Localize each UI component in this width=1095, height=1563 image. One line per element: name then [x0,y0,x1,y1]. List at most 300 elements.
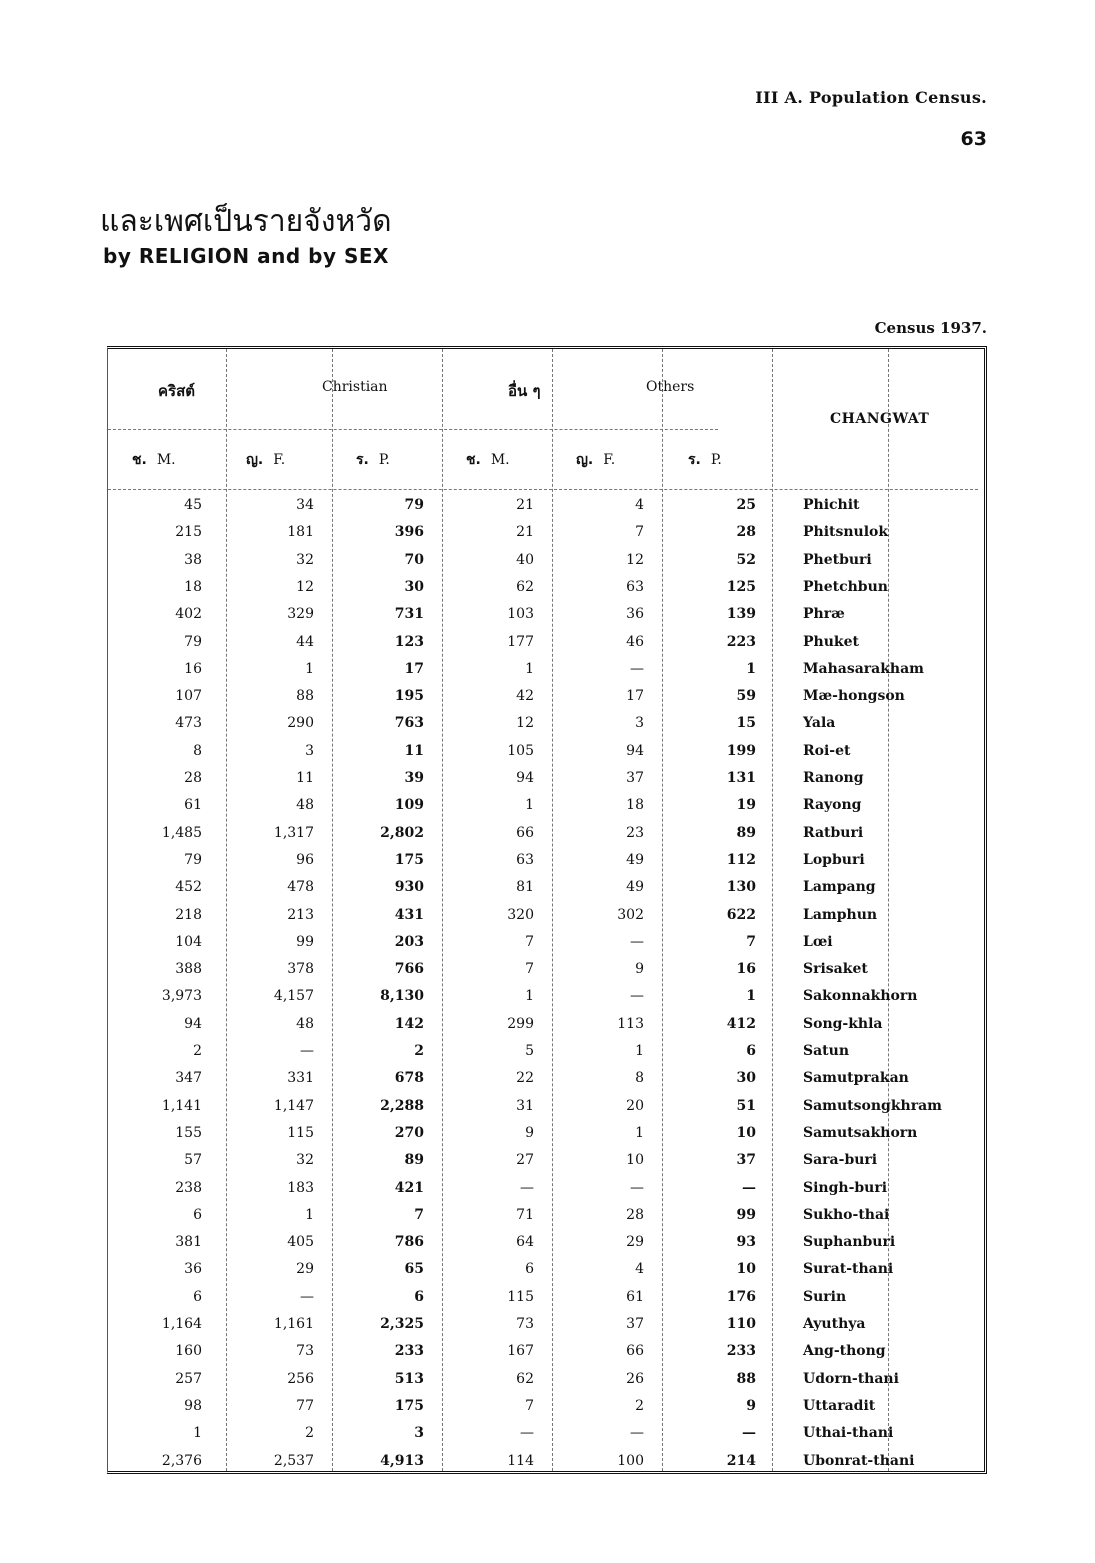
cell-changwat: Ayuthya [803,1316,866,1332]
table-row [108,579,984,606]
cell-christian-female: 3 [305,742,314,759]
cell-christian-male: 107 [175,688,202,705]
cell-changwat: Phitsnulok [803,524,889,541]
cell-christian-male: 238 [175,1179,202,1196]
cell-others-female: 66 [626,1343,644,1360]
cell-christian-female: 378 [287,961,314,978]
cell-christian-female: 88 [296,688,314,705]
cell-christian-persons: 6 [414,1288,424,1305]
cell-christian-persons: 203 [394,933,424,950]
cell-christian-female: 290 [287,715,314,732]
cell-others-persons: 214 [726,1452,756,1469]
cell-christian-persons: 2,325 [380,1316,424,1332]
cell-christian-female: 4,157 [273,988,314,1005]
table-row [108,1398,984,1425]
cell-christian-female: 2,537 [273,1452,314,1469]
cell-christian-persons: 175 [394,851,424,868]
cell-others-female: 12 [626,551,644,568]
cell-others-female: 8 [635,1070,644,1087]
table-row [108,1316,984,1343]
cell-others-female: — [630,660,644,677]
cell-changwat: Ubonrat-thani [803,1452,915,1469]
cell-others-persons: 622 [726,906,756,923]
cell-others-persons: 15 [736,715,756,732]
cell-others-female: 29 [626,1234,644,1251]
table-row [108,988,984,1015]
cell-christian-male: 2,376 [161,1452,202,1469]
table-row [108,552,984,579]
cell-others-male: 94 [516,770,534,786]
cell-christian-male: 45 [184,497,202,513]
cell-christian-male: 3,973 [161,988,202,1005]
cell-christian-male: 16 [184,660,202,677]
cell-changwat: Song-khla [803,1015,883,1032]
cell-christian-persons: 65 [404,1261,424,1278]
cell-christian-persons: 270 [394,1124,424,1141]
cell-others-persons: 30 [736,1070,756,1087]
cell-others-persons: 131 [726,770,756,786]
cell-christian-persons: 4,913 [380,1452,424,1469]
cell-others-female: — [630,1179,644,1196]
cell-christian-male: 6 [193,1288,202,1305]
cell-others-female: 26 [626,1370,644,1387]
table-row [108,770,984,797]
cell-changwat: Rayong [803,797,862,814]
table-row [108,743,984,770]
cell-christian-female: 11 [296,770,314,786]
cell-others-male: 81 [516,879,534,896]
cell-christian-persons: 89 [404,1152,424,1169]
table-row [108,1425,984,1452]
cell-christian-female: 331 [287,1070,314,1087]
cell-christian-female: 99 [296,933,314,950]
cell-christian-persons: 79 [404,497,424,513]
cell-changwat: Samutsongkhram [803,1097,942,1114]
cell-others-persons: 10 [736,1124,756,1141]
cell-others-female: 20 [626,1097,644,1114]
cell-changwat: Surin [803,1288,847,1305]
cell-changwat: Phetburi [803,551,872,568]
header-rule [108,489,978,490]
table-row [108,1125,984,1152]
cell-christian-male: 218 [175,906,202,923]
cell-christian-female: 405 [287,1234,314,1251]
cell-changwat: Ranong [803,770,864,786]
subheader-others-female: ญ. F. [576,452,616,468]
cell-christian-male: 1 [193,1425,202,1442]
cell-others-male: 320 [507,906,534,923]
group-christian-thai: คริสต์ [158,382,195,400]
cell-others-persons: 89 [736,824,756,841]
cell-others-male: 31 [516,1097,534,1114]
cell-others-male: 9 [525,1124,534,1141]
group-others-en: Others [646,379,695,395]
cell-christian-female: 181 [287,524,314,541]
cell-others-female: 23 [626,824,644,841]
cell-others-persons: 112 [726,851,756,868]
cell-christian-persons: 930 [394,879,424,896]
cell-christian-female: 256 [287,1370,314,1387]
cell-christian-female: 12 [296,578,314,595]
cell-christian-persons: 17 [404,660,424,677]
cell-christian-persons: 195 [394,688,424,705]
cell-others-female: 61 [626,1288,644,1305]
cell-changwat: Udorn-thani [803,1370,899,1387]
cell-christian-male: 381 [175,1234,202,1251]
cell-others-persons: 412 [726,1015,756,1032]
cell-others-female: — [630,933,644,950]
cell-others-male: 167 [507,1343,534,1360]
cell-christian-female: 32 [296,551,314,568]
cell-christian-female: 29 [296,1261,314,1278]
cell-others-female: 302 [617,906,644,923]
cell-christian-male: 155 [175,1124,202,1141]
cell-christian-persons: 786 [394,1234,424,1251]
table-row [108,1207,984,1234]
cell-changwat: Lopburi [803,851,865,868]
cell-others-persons: 28 [736,524,756,541]
cell-changwat: Lamphun [803,906,878,923]
cell-others-female: — [630,1425,644,1442]
cell-christian-male: 1,141 [161,1097,202,1114]
cell-christian-persons: 2,802 [380,824,424,841]
cell-changwat: Singh-buri [803,1179,888,1196]
cell-christian-male: 347 [175,1070,202,1087]
cell-others-male: 64 [516,1234,534,1251]
cell-others-male: 115 [507,1288,534,1305]
table-row [108,715,984,742]
cell-christian-persons: 2,288 [380,1097,424,1114]
table-row [108,1343,984,1370]
cell-others-male: — [520,1425,534,1442]
title-thai: และเพศเป็นรายจังหวัด [100,204,392,239]
cell-christian-female: 48 [296,797,314,814]
subheader-christian-persons: ร. P. [356,452,390,468]
cell-changwat: Uttaradit [803,1397,876,1414]
cell-others-male: 21 [516,524,534,541]
cell-others-female: 10 [626,1152,644,1169]
cell-changwat: Lampang [803,879,876,896]
cell-others-male: 103 [507,606,534,623]
cell-christian-female: 1 [305,1206,314,1223]
cell-christian-male: 79 [184,851,202,868]
table-row [108,524,984,551]
cell-others-male: 7 [525,1397,534,1414]
cell-others-male: — [520,1179,534,1196]
cell-christian-female: 34 [296,497,314,513]
cell-christian-female: 2 [305,1425,314,1442]
group-christian-en: Christian [322,379,388,395]
cell-others-male: 66 [516,824,534,841]
table-row [108,797,984,824]
cell-others-male: 177 [507,633,534,650]
cell-others-female: 46 [626,633,644,650]
table-row [108,852,984,879]
cell-others-female: 4 [635,1261,644,1278]
table-row [108,1098,984,1125]
cell-christian-male: 452 [175,879,202,896]
table-row [108,497,984,524]
cell-christian-persons: 142 [394,1015,424,1032]
cell-others-male: 6 [525,1261,534,1278]
cell-others-male: 7 [525,961,534,978]
cell-others-male: 22 [516,1070,534,1087]
title-english: by RELIGION and by SEX [103,244,389,268]
cell-christian-persons: 431 [394,906,424,923]
cell-christian-persons: 396 [394,524,424,541]
table-row [108,1234,984,1261]
cell-others-female: 7 [635,524,644,541]
cell-christian-male: 473 [175,715,202,732]
cell-changwat: Phichit [803,497,860,513]
cell-christian-male: 1,485 [161,824,202,841]
cell-others-persons: 52 [736,551,756,568]
cell-others-persons: 110 [726,1316,756,1332]
cell-christian-male: 61 [184,797,202,814]
cell-others-male: 40 [516,551,534,568]
cell-others-persons: 51 [736,1097,756,1114]
cell-christian-female: 1 [305,660,314,677]
cell-christian-persons: 766 [394,961,424,978]
cell-christian-male: 2 [193,1043,202,1059]
census-label: Census 1937. [874,319,987,337]
cell-christian-persons: 421 [394,1179,424,1196]
cell-others-persons: 7 [746,933,756,950]
cell-others-persons: 139 [726,606,756,623]
cell-others-female: 2 [635,1397,644,1414]
cell-others-persons: 59 [736,688,756,705]
cell-christian-female: 115 [287,1124,314,1141]
table-row [108,1070,984,1097]
cell-others-male: 299 [507,1015,534,1032]
table-row [108,1453,984,1480]
cell-others-female: 37 [626,1316,644,1332]
cell-christian-female: 1,161 [273,1316,314,1332]
cell-others-male: 5 [525,1043,534,1059]
cell-changwat: Roi-et [803,742,851,759]
table-row [108,661,984,688]
cell-christian-male: 18 [184,578,202,595]
cell-christian-persons: 763 [394,715,424,732]
cell-changwat: Yala [803,715,836,732]
cell-others-persons: 199 [726,742,756,759]
cell-christian-persons: 175 [394,1397,424,1414]
cell-christian-male: 160 [175,1343,202,1360]
cell-christian-male: 257 [175,1370,202,1387]
cell-christian-persons: 513 [394,1370,424,1387]
table-row [108,907,984,934]
cell-others-persons: 9 [746,1397,756,1414]
cell-christian-male: 104 [175,933,202,950]
cell-others-persons: 130 [726,879,756,896]
cell-christian-persons: 8,130 [380,988,424,1005]
cell-others-female: 113 [617,1015,644,1032]
cell-christian-female: 1,147 [273,1097,314,1114]
table-row [108,688,984,715]
changwat-header: CHANGWAT [830,411,930,427]
cell-others-persons: — [742,1425,756,1442]
cell-christian-persons: 233 [394,1343,424,1360]
table-row [108,879,984,906]
cell-changwat: Phræ [803,606,845,623]
cell-others-persons: 19 [736,797,756,814]
running-head: III A. Population Census. [755,88,987,107]
cell-christian-female: 73 [296,1343,314,1360]
cell-others-persons: 223 [726,633,756,650]
cell-others-persons: 88 [736,1370,756,1387]
cell-christian-persons: 30 [404,578,424,595]
cell-others-female: 9 [635,961,644,978]
cell-others-female: 37 [626,770,644,786]
cell-changwat: Sukho-thai [803,1206,890,1223]
group-others-thai: อื่น ๆ [508,382,541,400]
subheader-christian-male: ช. M. [132,452,176,468]
cell-christian-male: 6 [193,1206,202,1223]
data-table [107,346,987,1474]
cell-others-persons: 1 [746,660,756,677]
cell-others-male: 12 [516,715,534,732]
cell-others-male: 42 [516,688,534,705]
cell-others-persons: 25 [736,497,756,513]
cell-christian-male: 402 [175,606,202,623]
cell-changwat: Sara-buri [803,1152,878,1169]
cell-changwat: Ang-thong [803,1343,886,1360]
cell-others-male: 73 [516,1316,534,1332]
cell-christian-female: 48 [296,1015,314,1032]
cell-others-female: 49 [626,879,644,896]
table-row [108,1180,984,1207]
cell-christian-female: 77 [296,1397,314,1414]
cell-christian-persons: 2 [414,1043,424,1059]
cell-christian-female: 329 [287,606,314,623]
cell-christian-female: 213 [287,906,314,923]
cell-changwat: Srisaket [803,961,868,978]
cell-christian-female: 183 [287,1179,314,1196]
cell-others-female: 100 [617,1452,644,1469]
cell-others-female: 94 [626,742,644,759]
cell-changwat: Phuket [803,633,859,650]
table-row [108,634,984,661]
cell-christian-persons: 678 [394,1070,424,1087]
cell-christian-male: 57 [184,1152,202,1169]
cell-others-female: 28 [626,1206,644,1223]
cell-changwat: Lœi [803,933,833,950]
cell-christian-persons: 39 [404,770,424,786]
cell-christian-male: 388 [175,961,202,978]
cell-others-female: 18 [626,797,644,814]
cell-christian-female: 96 [296,851,314,868]
table-row [108,934,984,961]
cell-others-female: 1 [635,1124,644,1141]
cell-changwat: Suphanburi [803,1234,896,1251]
cell-christian-male: 94 [184,1015,202,1032]
cell-others-male: 7 [525,933,534,950]
cell-others-male: 62 [516,578,534,595]
cell-others-persons: 10 [736,1261,756,1278]
cell-others-persons: 93 [736,1234,756,1251]
cell-others-male: 21 [516,497,534,513]
cell-christian-male: 38 [184,551,202,568]
cell-christian-persons: 731 [394,606,424,623]
page-number: 63 [960,128,987,150]
cell-others-female: 17 [626,688,644,705]
cell-others-persons: 99 [736,1206,756,1223]
table-row [108,1289,984,1316]
cell-others-male: 71 [516,1206,534,1223]
subheader-others-persons: ร. P. [688,452,722,468]
cell-changwat: Uthai-thani [803,1425,894,1442]
cell-changwat: Mæ-hongson [803,688,905,705]
cell-christian-persons: 7 [414,1206,424,1223]
cell-christian-male: 1,164 [161,1316,202,1332]
cell-changwat: Ratburi [803,824,864,841]
cell-christian-persons: 11 [404,742,424,759]
cell-changwat: Satun [803,1043,850,1059]
cell-others-male: 63 [516,851,534,868]
cell-changwat: Mahasarakham [803,660,924,677]
cell-others-persons: 16 [736,961,756,978]
cell-changwat: Samutprakan [803,1070,909,1087]
cell-others-male: 1 [525,797,534,814]
cell-changwat: Surat-thani [803,1261,894,1278]
cell-christian-female: — [300,1043,314,1059]
cell-christian-persons: 123 [394,633,424,650]
cell-christian-male: 8 [193,742,202,759]
table-row [108,606,984,633]
cell-others-female: 4 [635,497,644,513]
subheader-christian-female: ญ. F. [246,452,286,468]
table-row [108,1016,984,1043]
table-row [108,1043,984,1070]
cell-others-male: 1 [525,988,534,1005]
cell-others-female: — [630,988,644,1005]
cell-others-persons: — [742,1179,756,1196]
table-row [108,1152,984,1179]
cell-christian-male: 79 [184,633,202,650]
table-row [108,961,984,988]
cell-christian-male: 36 [184,1261,202,1278]
cell-others-male: 114 [507,1452,534,1469]
cell-christian-female: 1,317 [273,824,314,841]
cell-others-male: 27 [516,1152,534,1169]
cell-christian-persons: 70 [404,551,424,568]
table-row [108,1261,984,1288]
cell-christian-male: 28 [184,770,202,786]
cell-others-female: 1 [635,1043,644,1059]
cell-others-female: 63 [626,578,644,595]
subheader-others-male: ช. M. [466,452,510,468]
cell-others-female: 49 [626,851,644,868]
cell-others-female: 36 [626,606,644,623]
cell-christian-female: — [300,1288,314,1305]
cell-changwat: Phetchbun [803,578,888,595]
cell-others-persons: 176 [726,1288,756,1305]
table-row [108,1371,984,1398]
header-rule [108,429,718,430]
table-row [108,825,984,852]
cell-christian-male: 98 [184,1397,202,1414]
cell-changwat: Sakonnakhorn [803,988,918,1005]
cell-christian-persons: 3 [414,1425,424,1442]
cell-others-persons: 6 [746,1043,756,1059]
cell-others-persons: 233 [726,1343,756,1360]
cell-others-persons: 125 [726,578,756,595]
cell-christian-male: 215 [175,524,202,541]
cell-others-female: 3 [635,715,644,732]
cell-changwat: Samutsakhorn [803,1124,918,1141]
cell-christian-female: 32 [296,1152,314,1169]
cell-others-male: 105 [507,742,534,759]
